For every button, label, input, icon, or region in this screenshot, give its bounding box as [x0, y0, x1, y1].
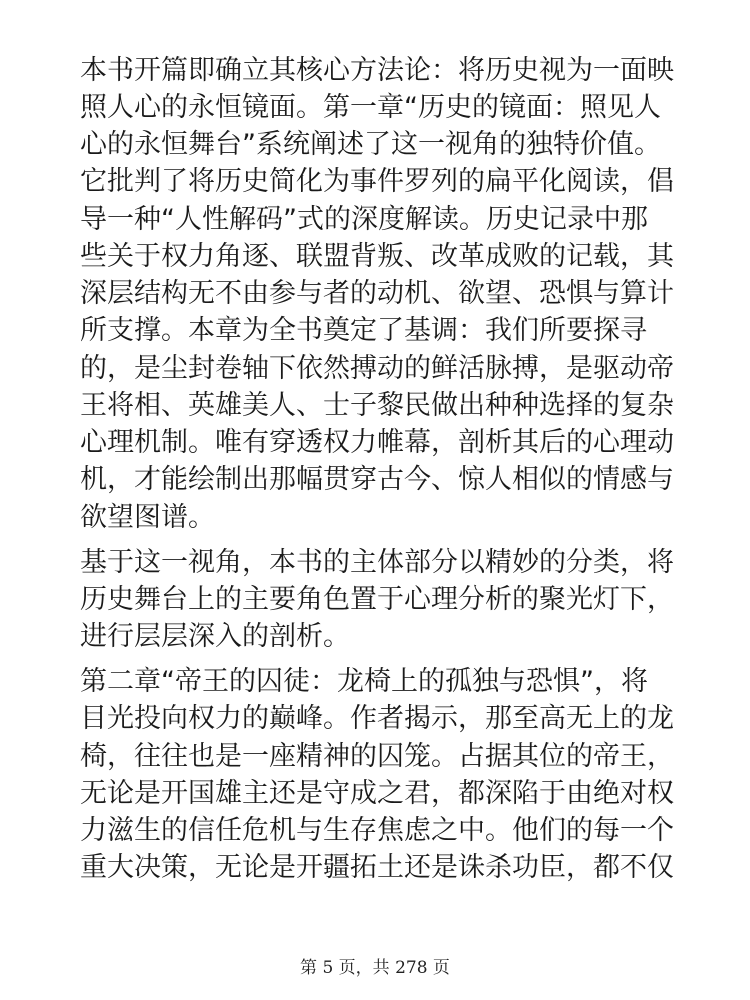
text-line: 进行层层深入的剖析。	[80, 621, 350, 652]
text-line: 心的永恒舞台”系统阐述了这一视角的独特价值。	[80, 129, 661, 160]
text-line: 深层结构无不由参与者的动机、欲望、恐惧与算计	[80, 278, 674, 309]
text-line: 它批判了将历史简化为事件罗列的扁平化阅读，倡	[80, 166, 674, 197]
text-line: 的，是尘封卷轴下依然搏动的鲜活脉搏，是驱动帝	[80, 353, 674, 384]
text-line: 照人心的永恒镜面。第一章“历史的镜面：照见人	[80, 92, 661, 123]
page-number-footer: 第 5 页，共 278 页	[300, 958, 450, 978]
text-line: 目光投向权力的巅峰。作者揭示，那至高无上的龙	[80, 703, 674, 734]
text-line: 些关于权力角逐、联盟背叛、改革成败的记载，其	[80, 241, 674, 272]
text-line: 本书开篇即确立其核心方法论：将历史视为一面映	[80, 55, 674, 86]
text-line: 欲望图谱。	[80, 502, 215, 533]
text-line: 基于这一视角，本书的主体部分以精妙的分类，将	[80, 547, 674, 578]
text-line: 导一种“人性解码”式的深度解读。历史记录中那	[80, 204, 648, 235]
text-line: 历史舞台上的主要角色置于心理分析的聚光灯下，	[80, 584, 674, 615]
text-line: 重大决策，无论是开疆拓土还是诛杀功臣，都不仅	[80, 852, 674, 883]
text-line: 心理机制。唯有穿透权力帷幕，剖析其后的心理动	[80, 427, 674, 458]
text-line: 无论是开国雄主还是守成之君，都深陷于由绝对权	[80, 778, 674, 809]
text-line: 第二章“帝王的囚徒：龙椅上的孤独与恐惧”，将	[80, 666, 648, 697]
text-line: 王将相、英雄美人、士子黎民做出种种选择的复杂	[80, 390, 674, 421]
text-line: 机，才能绘制出那幅贯穿古今、惊人相似的情感与	[80, 464, 674, 495]
text-line: 所支撑。本章为全书奠定了基调：我们所要探寻	[80, 315, 647, 346]
text-line: 力滋生的信任危机与生存焦虑之中。他们的每一个	[80, 815, 674, 846]
text-line: 椅，往往也是一座精神的囚笼。占据其位的帝王，	[80, 741, 674, 772]
